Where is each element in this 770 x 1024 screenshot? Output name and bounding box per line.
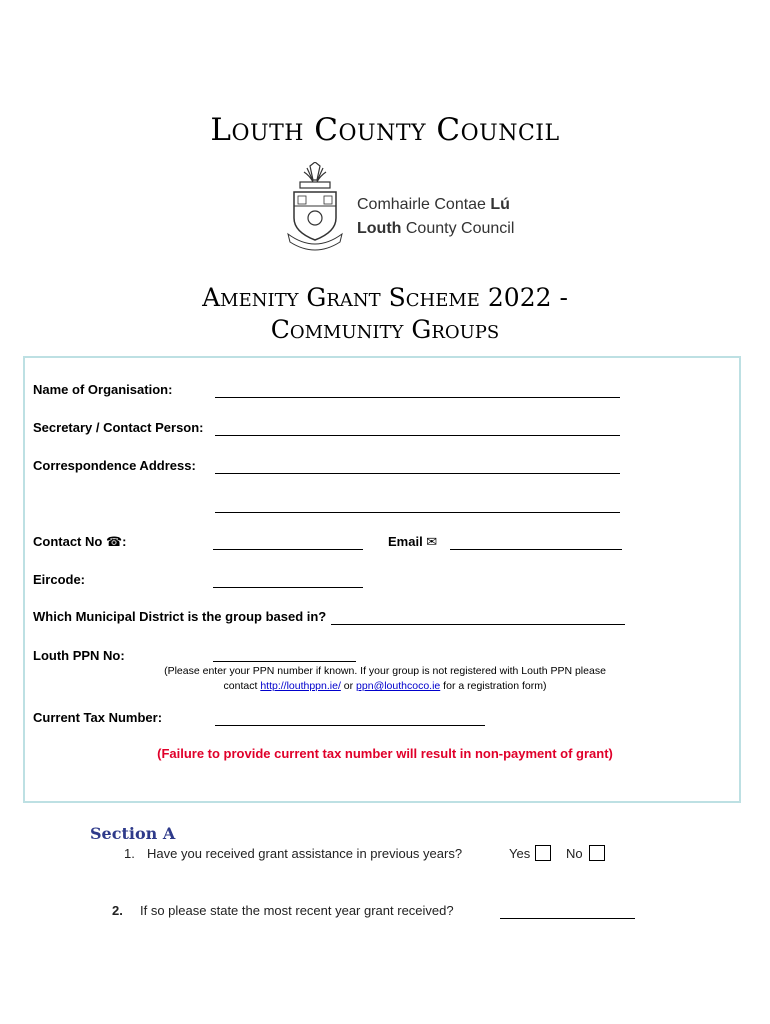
q2-number: 2. (112, 903, 123, 918)
no-label: No (566, 846, 583, 861)
yes-checkbox[interactable] (535, 845, 551, 861)
section-a-heading: Section A (90, 824, 176, 843)
logo-irish-text: Comhairle Contae Lú (357, 196, 510, 213)
q1-number: 1. (124, 846, 135, 861)
logo-english-text: Louth County Council (357, 220, 515, 237)
ppn-email-link[interactable]: ppn@louthcoco.ie (356, 680, 441, 692)
email-label: Email ✉ (388, 534, 438, 549)
ppn-note-line2: contact http://louthppn.ie/ or ppn@louthcoco.ie for a registration form) (223, 680, 547, 692)
ppn-field[interactable] (213, 647, 356, 662)
q2-year-field[interactable] (500, 904, 635, 919)
org-label: Name of Organisation: (33, 382, 173, 397)
tax-field[interactable] (215, 711, 485, 726)
ppn-label: Louth PPN No: (33, 648, 125, 663)
tax-warning: (Failure to provide current tax number will result in non-payment of grant) (157, 746, 613, 761)
address-label: Correspondence Address: (33, 458, 196, 473)
tax-label: Current Tax Number: (33, 710, 163, 725)
address-field-line1[interactable] (215, 459, 620, 474)
email-field[interactable] (450, 535, 622, 550)
address-field-line2[interactable] (215, 498, 620, 513)
scheme-title (0, 282, 770, 346)
q2-text: If so please state the most recent year grant received? (140, 903, 454, 918)
scheme-title-line1: Amenity Grant Scheme 2022 - (202, 283, 568, 312)
yes-label: Yes (509, 846, 531, 861)
scheme-title-line2: Community Groups (270, 315, 500, 344)
no-checkbox[interactable] (589, 845, 605, 861)
ppn-website-link[interactable]: http://louthppn.ie/ (260, 680, 341, 692)
secretary-field[interactable] (215, 421, 620, 436)
q1-text: Have you received grant assistance in previous years? (147, 846, 463, 861)
org-field[interactable] (215, 383, 620, 398)
contact-label: Contact No ☎: (33, 534, 127, 549)
council-crest-icon (280, 162, 350, 252)
eircode-label: Eircode: (33, 572, 86, 587)
district-label: Which Municipal District is the group based in? (33, 609, 327, 624)
district-field[interactable] (331, 610, 625, 625)
contact-field[interactable] (213, 535, 363, 550)
secretary-label: Secretary / Contact Person: (33, 420, 204, 435)
council-title: Louth County Council (210, 112, 560, 148)
ppn-note-line1: (Please enter your PPN number if known. If your group is not registered with Louth PPN please (164, 665, 606, 677)
eircode-field[interactable] (213, 573, 363, 588)
